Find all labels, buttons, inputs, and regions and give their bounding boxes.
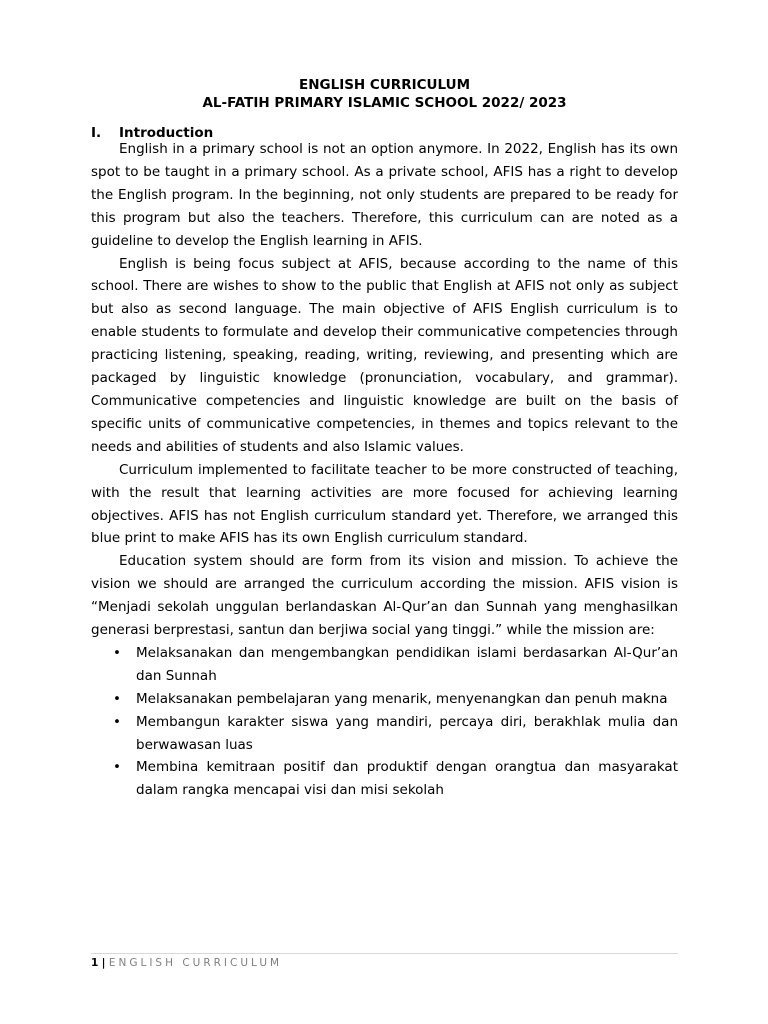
document-title-line-2: AL-FATIH PRIMARY ISLAMIC SCHOOL 2022/ 2023	[202, 95, 567, 111]
mission-item	[91, 642, 678, 688]
page-footer	[91, 953, 678, 970]
document-title-line-1: ENGLISH CURRICULUM	[298, 77, 471, 93]
bullet-icon: •	[113, 690, 121, 707]
section-number: I.	[91, 125, 102, 141]
footer-label: ENGLISH CURRICULUM	[108, 957, 283, 969]
section-body	[91, 138, 678, 802]
bullet-icon: •	[113, 644, 121, 661]
paragraph: English in a primary school is not an option anymore. In 2022, English has its own spot to be taught in a primary school. As a private school, AFIS has a right to develop the English program. In the beginning, not only students are prepared to be ready for this program but also the teachers. Therefore, this curriculum can are noted as a guideline to develop the English learning in AFIS.	[91, 141, 678, 249]
mission-item	[91, 711, 678, 757]
bullet-icon: •	[113, 713, 121, 730]
mission-text: Membina kemitraan positif dan produktif dengan orangtua dan masyarakat dalam rangka mencapai visi dan misi sekolah	[136, 759, 678, 799]
paragraph: Curriculum implemented to facilitate teacher to be more constructed of teaching, with the result that learning activities are more focused for achieving learning objectives. AFIS has not English curriculum standard yet. Therefore, we arranged this blue print to make AFIS has its own English curriculum standard.	[91, 461, 678, 547]
mission-item	[91, 688, 678, 711]
paragraph: English is being focus subject at AFIS, because according to the name of this school. There are wishes to show to the public that English at AFIS not only as subject but also as second language. The main objective of AFIS English curriculum is to enable students to formulate and develop their communicative competencies through practicing listening, speaking, reading, writing, reviewing, and presenting which are packaged by linguistic knowledge (pronunciation, vocabulary, and grammar). Communicative competencies and linguistic knowledge are built on the basis of specific units of communicative competencies, in themes and topics relevant to the needs and abilities of students and also Islamic values.	[91, 255, 678, 455]
mission-text: Melaksanakan dan mengembangkan pendidikan islami berdasarkan Al-Qur’an dan Sunnah	[136, 644, 678, 684]
mission-text: Melaksanakan pembelajaran yang menarik, menyenangkan dan penuh makna	[136, 690, 668, 707]
footer-separator: |	[101, 957, 106, 969]
page-number: 1	[91, 957, 99, 969]
bullet-icon: •	[113, 759, 121, 776]
document-page	[91, 76, 678, 802]
mission-item	[91, 756, 678, 802]
mission-text: Membangun karakter siswa yang mandiri, percaya diri, berakhlak mulia dan berwawasan luas	[136, 713, 678, 753]
section-title: Introduction	[119, 125, 214, 141]
paragraph: Education system should are form from its vision and mission. To achieve the vision we should are arranged the curriculum according the mission. AFIS vision is “Menjadi sekolah unggulan berlandaskan Al-Qur’an dan Sunnah yang menghasilkan generasi berprestasi, santun dan berjiwa social yang tinggi.” while the mission are:	[91, 553, 678, 639]
mission-list	[91, 642, 678, 802]
